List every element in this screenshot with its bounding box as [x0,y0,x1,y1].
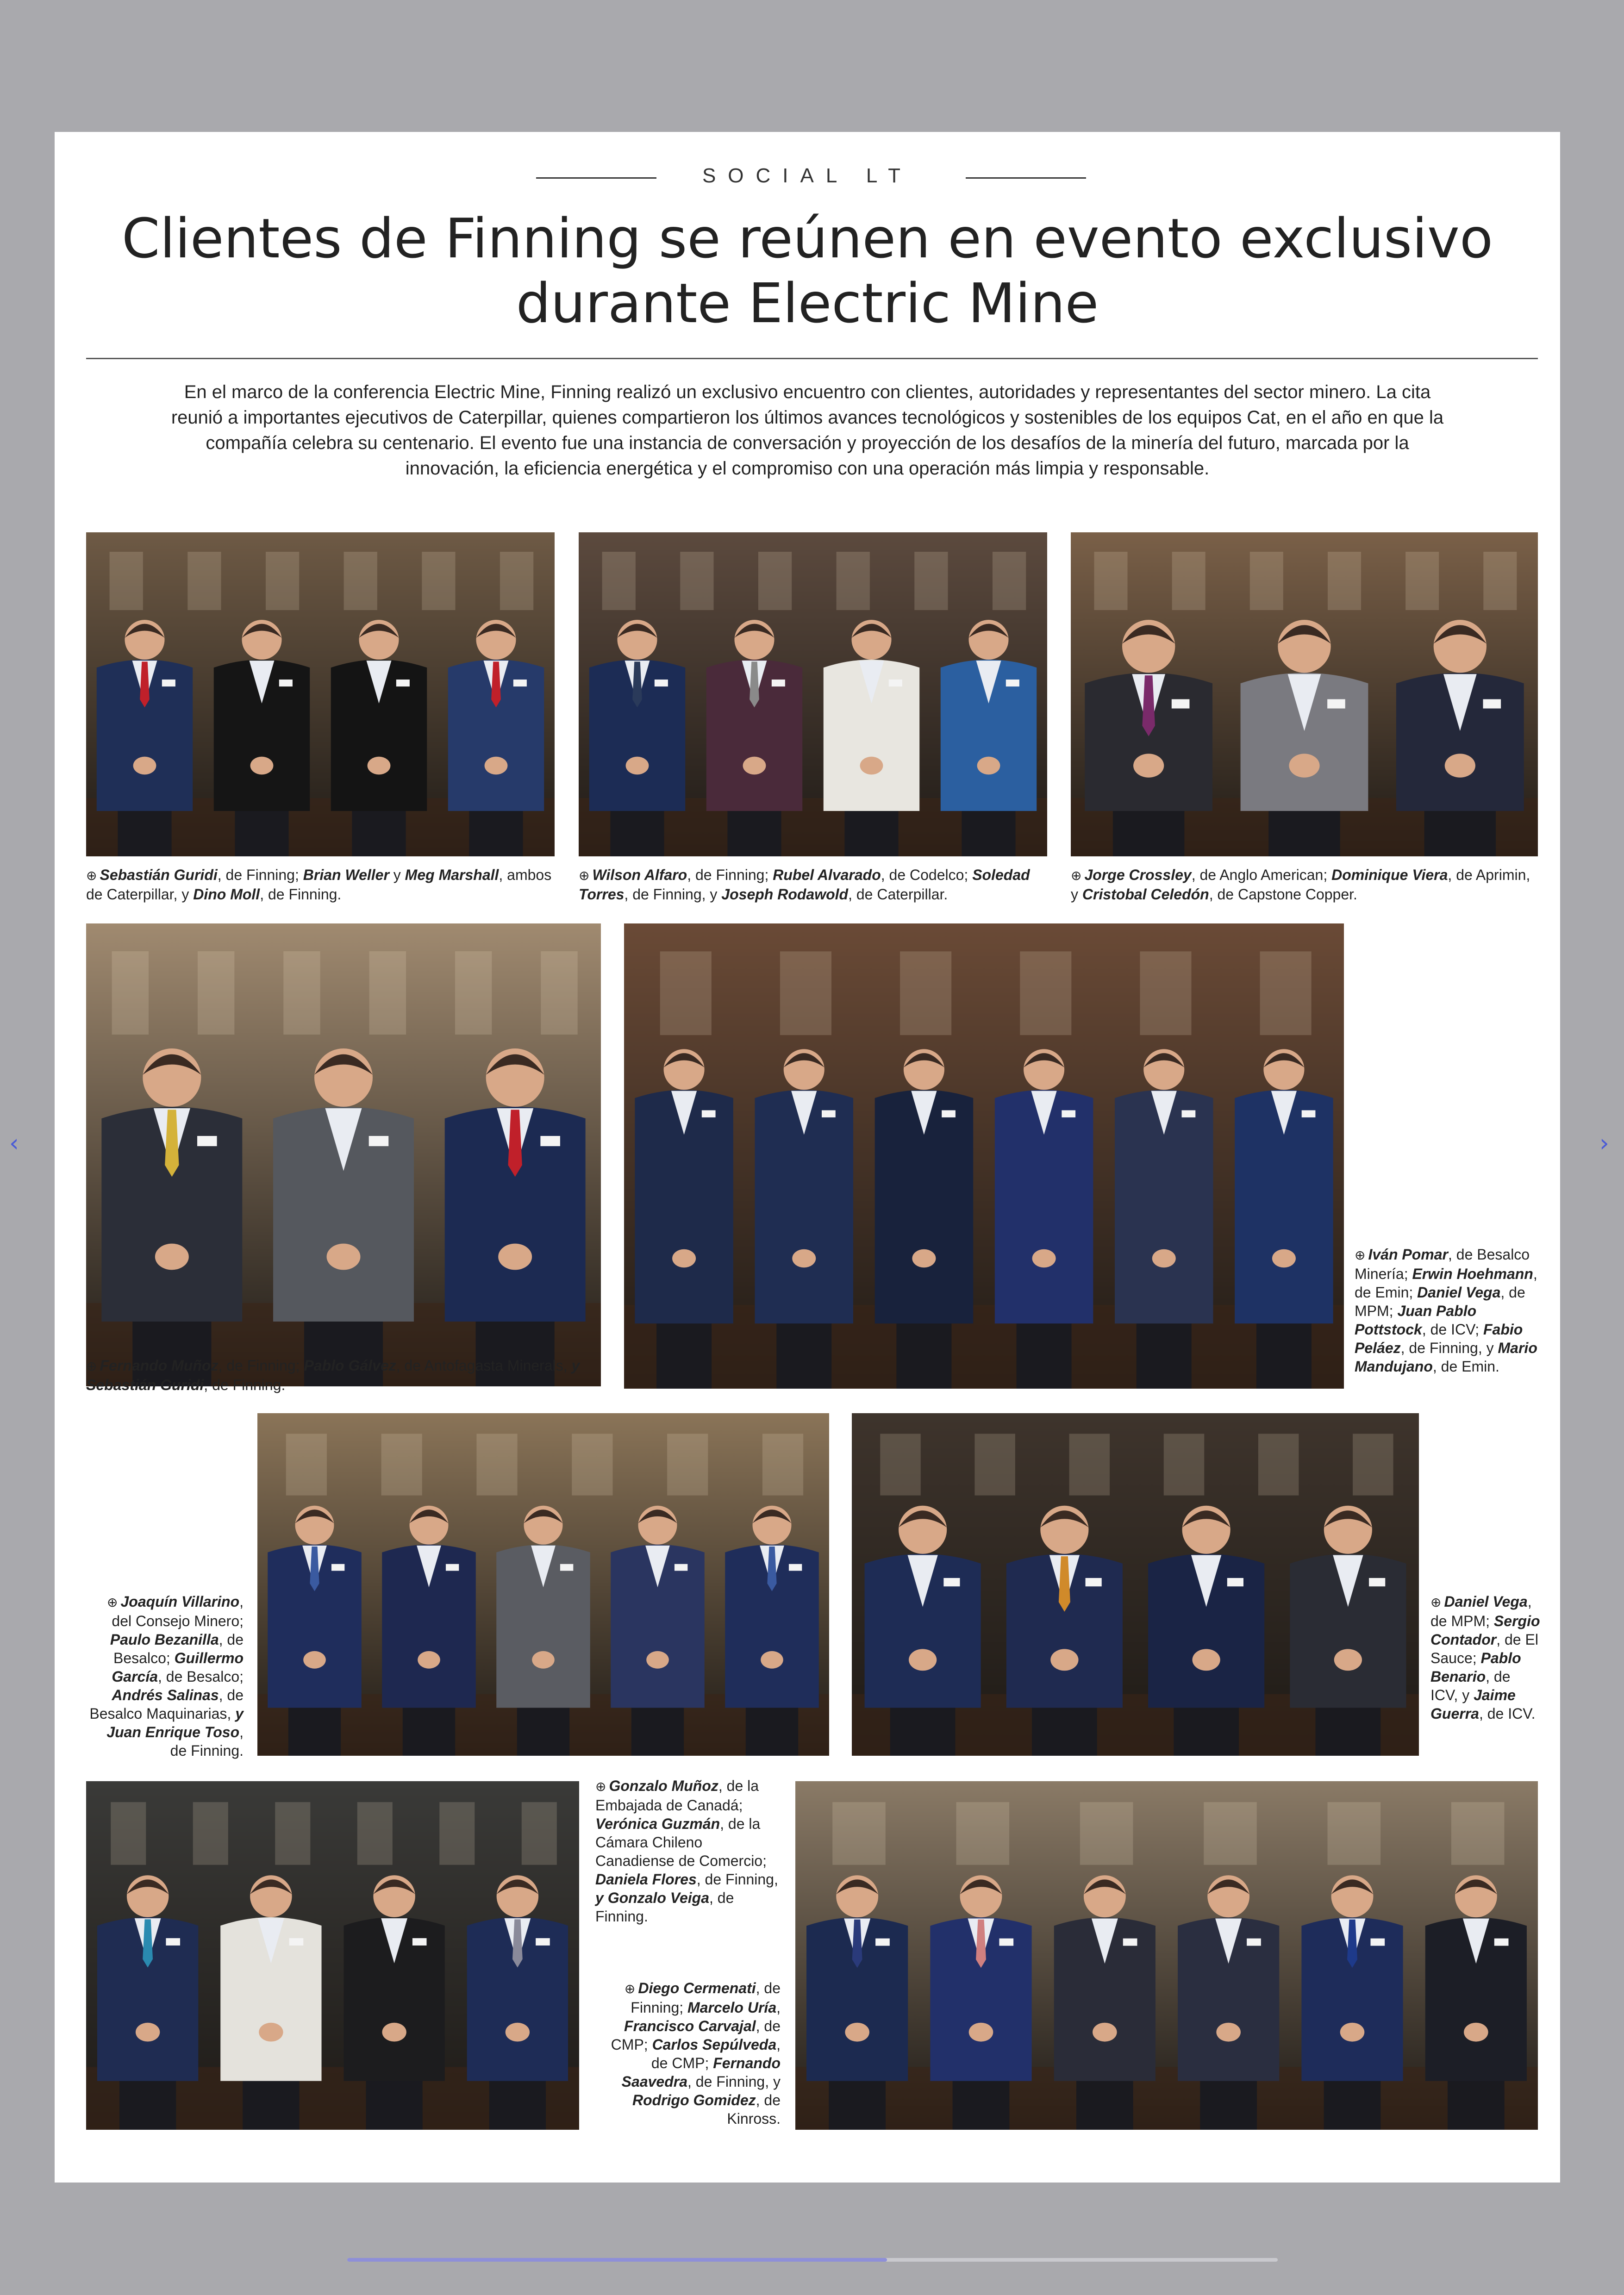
caption-text: , de MPM; [1355,1284,1525,1319]
person-name: Erwin Hoehmann [1412,1266,1533,1282]
person-name: Sergio Contador [1430,1613,1540,1648]
caption-text: , de Finning. [595,1890,734,1925]
caption-text: , de CMP; [611,2018,781,2053]
person-name: Jaime Guerra [1430,1687,1516,1722]
photo-caption [595,1979,781,2128]
person-name: Guillermo García [112,1650,244,1685]
caption-text: , de Emin; [1355,1266,1537,1301]
person-name: Cristobal Celedón [1082,886,1209,903]
person-name: Gonzalo Muñoz [609,1777,718,1794]
next-page-arrow-icon[interactable]: › [1599,1129,1609,1157]
person-name: Daniel Vega [1417,1284,1501,1301]
caption-text: , de Finning, y [687,2073,781,2090]
person-name: y Gonzalo Veiga [595,1890,709,1906]
person-name: Meg Marshall [405,867,499,883]
event-photo [86,532,555,856]
photo-caption [86,1592,244,1760]
caption-text: , de Besalco; [158,1668,244,1685]
caption-text: , de ICV. [1479,1705,1536,1722]
person-name: Francisco Carvajal [624,2018,756,2034]
page-title [92,206,1523,336]
caption-text: , [776,1999,781,2016]
event-photo [257,1413,829,1756]
caption-text: , de Emin. [1432,1358,1499,1375]
camera-icon: ⊕ [1355,1248,1366,1262]
person-name: Fernando Saavedra [621,2055,781,2090]
caption-text: , de Finning; [218,1357,304,1374]
person-name: Rodrigo Gomidez [632,2092,756,2108]
caption-text: , de la Embajada de Canadá; [595,1777,759,1814]
person-name: Verónica Guzmán [595,1815,720,1832]
photo-caption [579,866,1047,904]
intro-paragraph: En el marco de la conferencia Electric Mine, Finning realizó un exclusivo encuentro con clientes, autoridades y representantes del sector minero. La cita reunió a importantes ejecutivos de Caterpillar, quienes compartieron los últimos avances tecnológicos y sostenibles de los equipos Cat, en el año en que la compañía celebra su centenario. El evento fue una instancia de conversación y proyección de los desafíos de la minería del futuro, marcada por la innovación, la eficiencia energética y el compromiso con una operación más limpia y responsable. [171,382,1444,479]
caption-text: , de Finning; [687,867,773,883]
person-name: Juan Pablo Pottstock [1355,1303,1477,1338]
scrollbar-thumb[interactable] [347,2258,887,2262]
page-scrollbar[interactable] [347,2258,1278,2262]
caption-text: , de Codelco; [881,867,973,883]
caption-text: , de Finning. [260,886,342,903]
photo-image [86,923,601,1386]
caption-text: , de El Sauce; [1430,1631,1538,1666]
prev-page-arrow-icon[interactable]: ‹ [9,1129,19,1157]
photo-image [579,532,1047,856]
caption-text: , de Besalco Minería; [1355,1246,1530,1282]
person-name: Carlos Sepúlveda [652,2036,777,2053]
caption-text: , de Finning, y [624,886,722,903]
camera-icon: ⊕ [579,868,590,883]
person-name: Daniel Vega [1444,1593,1528,1610]
caption-text: , de Besalco; [113,1631,244,1666]
event-photo [579,532,1047,856]
kicker-rule-right [966,177,1086,179]
photo-caption [1071,866,1538,904]
title-line-2: durante Electric Mine [516,271,1099,335]
caption-text: , de Caterpillar. [848,886,948,903]
person-name: Iván Pomar [1368,1246,1448,1263]
camera-icon: ⊕ [107,1595,118,1609]
caption-text: , de ICV; [1422,1321,1483,1338]
event-photo [795,1781,1538,2130]
camera-icon: ⊕ [86,868,97,883]
caption-text: , del Consejo Minero; [112,1593,244,1629]
person-name: Joseph Rodawold [721,886,849,903]
title-divider [86,358,1538,359]
person-name: Paulo Bezanilla [110,1631,219,1648]
person-name: Sebastián Guridi [100,867,218,883]
photo-image [257,1413,829,1756]
person-name: y Juan Enrique Toso [106,1705,244,1740]
caption-text: y [389,867,405,883]
photo-caption [595,1777,781,1926]
person-name: y Sebastián Guridi [86,1357,580,1393]
caption-text: , de Finning, [696,1871,778,1888]
caption-text: , de Finning; [217,867,303,883]
person-name: Pablo Benario [1430,1650,1521,1685]
magazine-page [55,132,1560,2183]
caption-text: , de Anglo American; [1191,867,1332,883]
photo-caption [1355,1245,1540,1376]
person-name: Brian Weller [303,867,389,883]
caption-text: , de Antofagasta Minerals, [396,1357,572,1374]
person-name: Daniela Flores [595,1871,697,1888]
section-kicker: SOCIAL LT [702,164,913,187]
caption-text: , de Capstone Copper. [1209,886,1357,903]
event-photo [852,1413,1419,1756]
caption-text: , de Finning. [204,1377,286,1393]
person-name: Fernando Muñoz [100,1357,219,1374]
caption-text: , de CMP; [651,2036,781,2071]
photo-caption [1430,1592,1542,1723]
photo-caption [86,866,555,904]
event-photo [86,1781,579,2130]
person-name: Fabio Peláez [1355,1321,1523,1356]
photo-image [795,1781,1538,2130]
camera-icon: ⊕ [1430,1595,1442,1609]
caption-text: , de Finning. [170,1724,244,1759]
event-photo [624,923,1344,1389]
camera-icon: ⊕ [624,1982,636,1996]
caption-text: , de Kinross. [727,2092,781,2127]
person-name: Dino Moll [193,886,260,903]
photo-image [624,923,1344,1389]
event-photo [86,923,601,1386]
person-name: Jorge Crossley [1084,867,1192,883]
caption-text: , de la Cámara Chileno Canadiense de Comercio; [595,1815,767,1869]
caption-text: , de Aprimin, y [1071,867,1530,903]
person-name: Soledad Torres [579,867,1030,903]
person-name: Mario Mandujano [1355,1340,1537,1375]
caption-text: , de Finning, y [1400,1340,1498,1356]
person-name: Wilson Alfaro [592,867,687,883]
person-name: Andrés Salinas [112,1687,219,1703]
camera-icon: ⊕ [86,1359,97,1373]
caption-text: , ambos de Caterpillar, y [86,867,552,903]
title-line-1: Clientes de Finning se reúnen en evento exclusivo [121,206,1493,270]
person-name: Diego Cermenati [638,1980,756,1996]
camera-icon: ⊕ [1071,868,1082,883]
caption-text: , de ICV, y [1430,1668,1511,1703]
caption-text: , de Besalco Maquinarias, [89,1687,244,1722]
caption-text: , de MPM; [1430,1593,1532,1629]
person-name: Joaquín Villarino [120,1593,240,1610]
camera-icon: ⊕ [595,1779,606,1794]
event-photo [1071,532,1538,856]
photo-image [1071,532,1538,856]
photo-caption [86,1356,601,1394]
person-name: Pablo Gálvez [304,1357,396,1374]
person-name: Marcelo Uría [687,1999,777,2016]
photo-image [86,1781,579,2130]
photo-image [86,532,555,856]
caption-text: , de Finning; [631,1980,781,2016]
person-name: Rubel Alvarado [773,867,881,883]
photo-image [852,1413,1419,1756]
person-name: Dominique Viera [1331,867,1448,883]
